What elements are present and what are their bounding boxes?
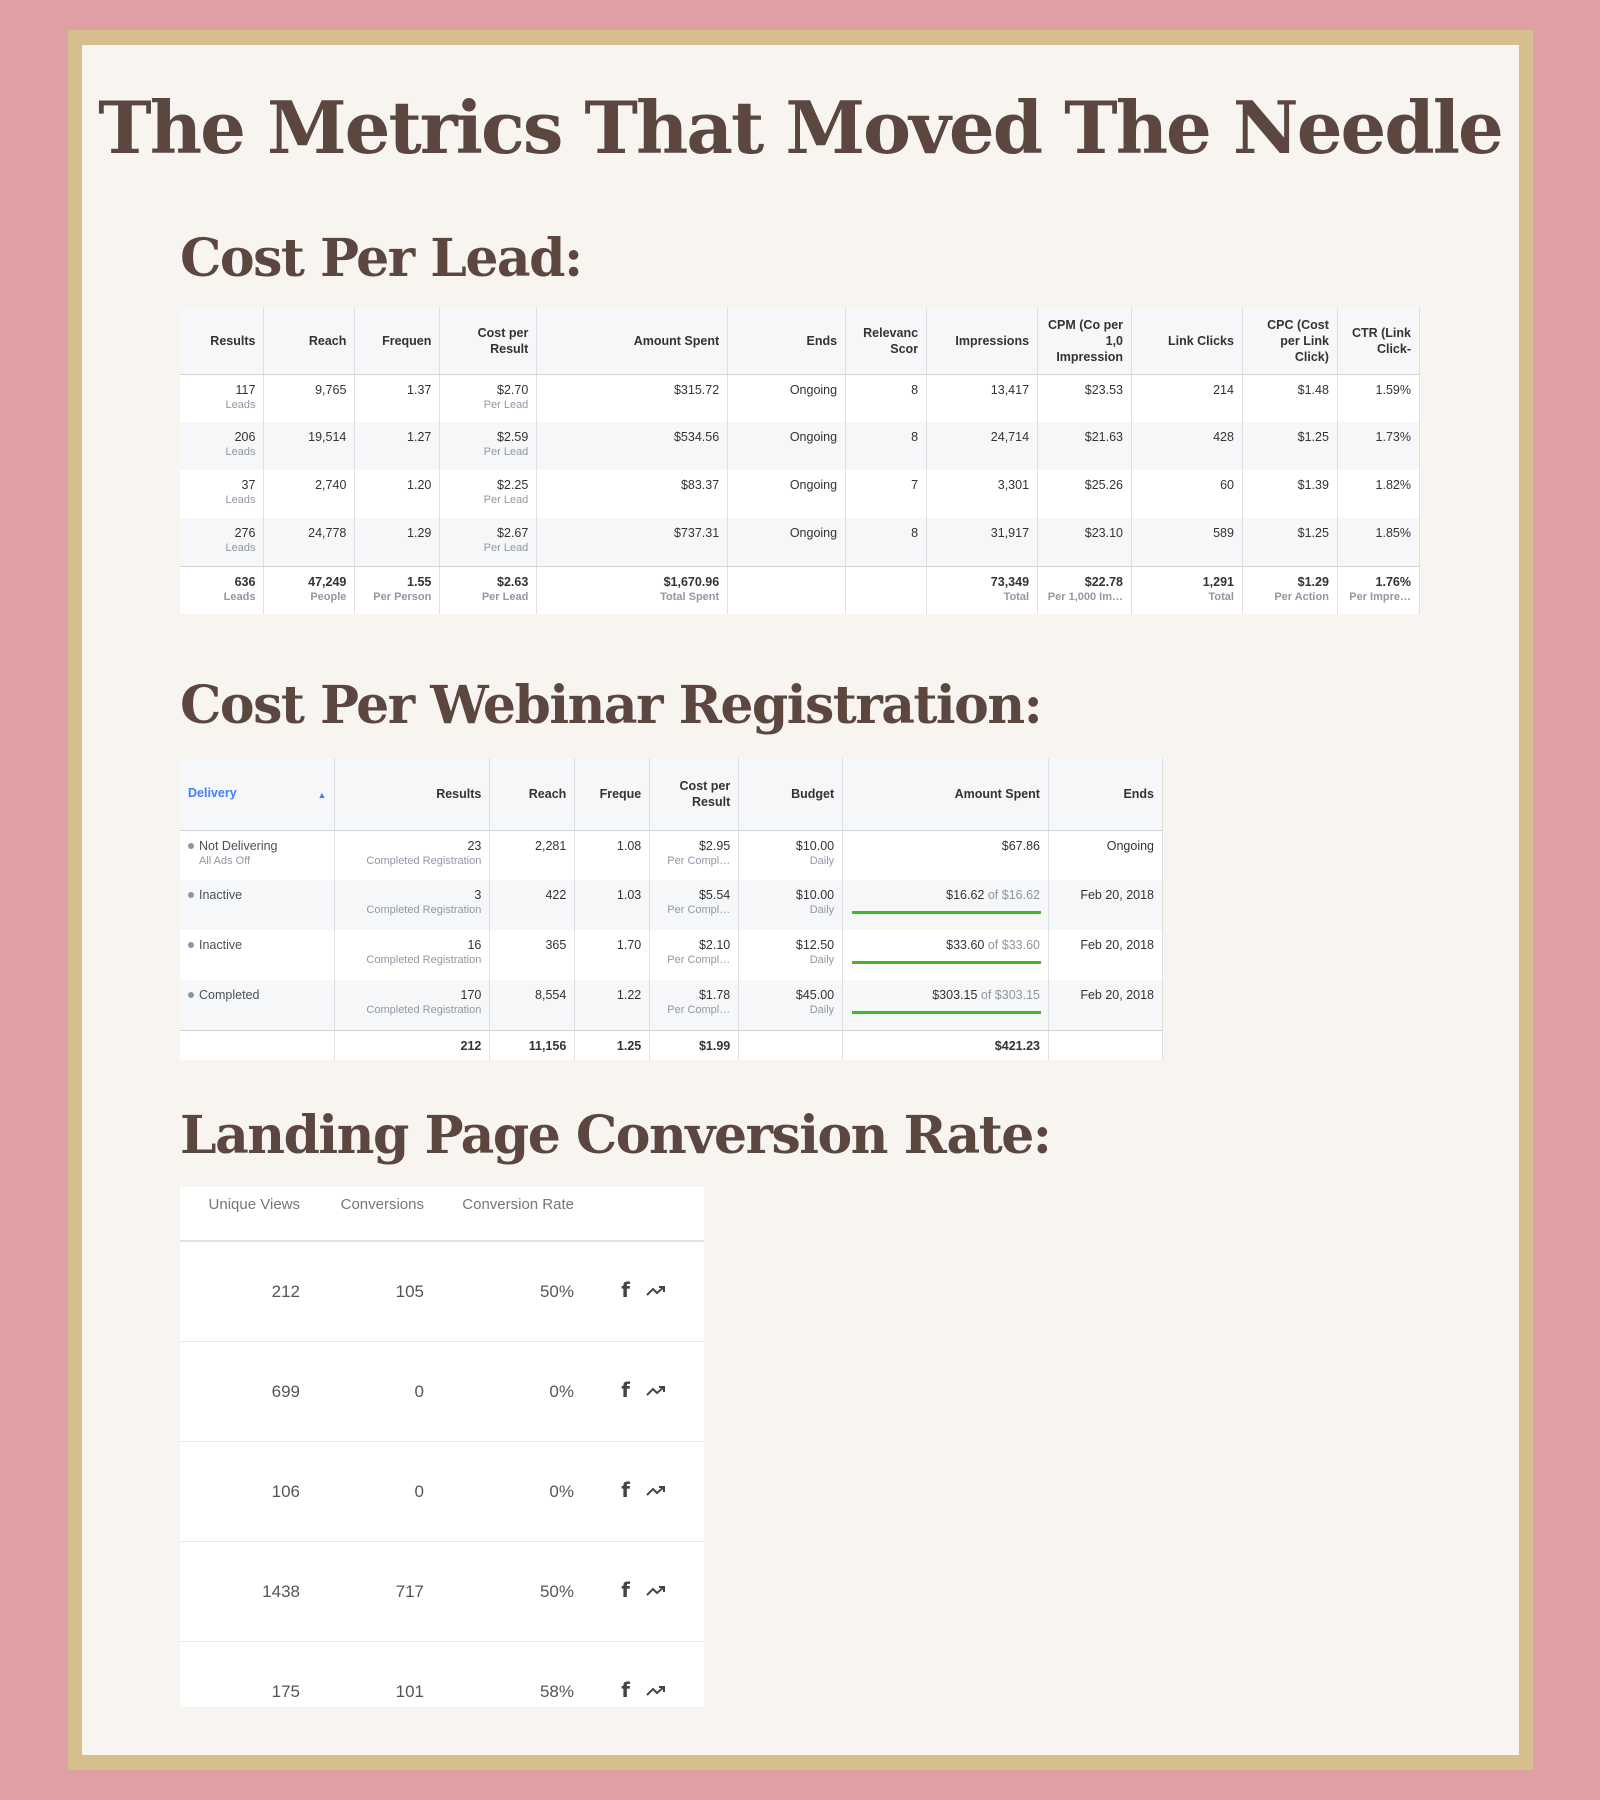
column-header[interactable]: Amount Spent [843, 758, 1049, 830]
spend-progress-bar [852, 911, 1041, 914]
budget-unit: Daily [809, 954, 835, 966]
column-header[interactable]: CTR (Link Click- [1337, 308, 1419, 374]
cost-per-result-unit: Per Lead [483, 542, 529, 554]
column-header[interactable]: Ends [728, 308, 846, 374]
cost-per-result-value: $5.54 [698, 888, 731, 902]
ends-value: Ongoing [789, 478, 838, 492]
ends-value: Ongoing [789, 430, 838, 444]
landing-page-heading: Landing Page Conversion Rate: [180, 1105, 1051, 1166]
status-dot-icon [188, 992, 194, 998]
delivery-status: Inactive [199, 938, 243, 952]
results-unit: Completed Registration [366, 904, 482, 916]
amount-spent-value: $737.31 [673, 526, 720, 540]
column-header[interactable]: Impressions [927, 308, 1038, 374]
amount-spent-value: $16.62 [946, 888, 985, 902]
table-header-row [180, 758, 1163, 830]
ends-value: Ongoing [789, 382, 838, 397]
cost-per-result-unit: Per Lead [483, 446, 529, 458]
cpm-value: $25.26 [1084, 478, 1124, 492]
total-impressions-unit: Total [1003, 590, 1030, 603]
unique-views-value: 175 [271, 1682, 300, 1701]
cost-per-lead-heading: Cost Per Lead: [180, 228, 582, 289]
table-row[interactable] [180, 1341, 704, 1441]
results-value: 206 [234, 430, 256, 444]
amount-spent-of-budget: of $33.60 [984, 938, 1040, 952]
reach-value: 24,778 [308, 526, 347, 540]
total-cpc-unit: Per Action [1274, 590, 1329, 603]
impressions-value: 24,714 [990, 430, 1030, 444]
ends-value: Ongoing [1106, 838, 1154, 853]
conversion-rate-value: 50% [539, 1281, 574, 1301]
amount-spent-value: $33.60 [946, 938, 985, 952]
ctr-value: 1.82% [1375, 478, 1411, 492]
delivery-status: Completed [199, 988, 260, 1002]
conversions-value: 0 [414, 1381, 424, 1401]
cost-per-result-value: $2.59 [497, 430, 529, 444]
facebook-icon[interactable]: f [621, 1478, 630, 1502]
table-total-row [180, 566, 1420, 614]
total-reach: 11,156 [490, 1030, 575, 1060]
impressions-value: 3,301 [997, 478, 1030, 492]
frequency-value: 1.20 [407, 478, 432, 492]
total-link-clicks: 1,291 [1202, 574, 1234, 589]
total-reach: 47,249 [308, 574, 347, 589]
total-cpc: $1.29 [1297, 574, 1329, 589]
ends-value: Feb 20, 2018 [1080, 888, 1154, 902]
frequency-value: 1.70 [616, 938, 642, 952]
results-unit: Leads [225, 446, 256, 458]
landing-page-table [180, 1187, 704, 1707]
trend-icon[interactable] [646, 1485, 666, 1497]
cost-per-webinar-heading: Cost Per Webinar Registration: [180, 675, 1042, 736]
total-cost-per-result-unit: Per Lead [481, 590, 529, 603]
budget-value: $45.00 [795, 988, 835, 1002]
cost-per-result-unit: Per Compl… [667, 904, 731, 916]
results-unit: Completed Registration [366, 1004, 482, 1016]
cost-per-result-unit: Per Compl… [667, 1004, 731, 1016]
total-frequency-unit: Per Person [373, 590, 432, 603]
column-header[interactable]: Cost per Result [650, 758, 739, 830]
impressions-value: 13,417 [990, 382, 1030, 397]
total-amount-spent: $421.23 [843, 1030, 1049, 1060]
table-row[interactable] [180, 1641, 704, 1707]
amount-spent-of-budget: of $303.15 [977, 988, 1040, 1002]
relevance-score-value: 8 [911, 430, 919, 444]
reach-value: 2,281 [535, 838, 567, 853]
cost-per-result-unit: Per Compl… [667, 854, 731, 867]
ends-value: Ongoing [789, 526, 838, 540]
frequency-value: 1.37 [407, 382, 432, 397]
total-reach-unit: People [310, 590, 347, 603]
table-row[interactable] [180, 374, 1420, 422]
column-header[interactable]: Conversions [340, 1196, 424, 1213]
conversions-value: 105 [395, 1281, 424, 1301]
results-value: 23 [467, 838, 482, 853]
unique-views-value: 212 [271, 1281, 300, 1301]
results-unit: Leads [225, 542, 256, 554]
table-row[interactable] [180, 1441, 704, 1541]
cost-per-result-value: $2.70 [497, 382, 529, 397]
trend-icon[interactable] [646, 1685, 666, 1697]
frequency-value: 1.08 [616, 838, 642, 853]
column-header[interactable]: Reach [264, 308, 355, 374]
cpm-value: $23.53 [1084, 382, 1124, 397]
total-results: 636 [234, 574, 256, 589]
table-row[interactable] [180, 980, 1163, 1030]
results-value: 117 [235, 382, 256, 397]
amount-spent-value: $67.86 [1001, 838, 1040, 853]
conversion-rate-value: 0% [549, 1481, 574, 1501]
budget-value: $10.00 [795, 838, 835, 853]
table-row[interactable] [180, 880, 1163, 930]
total-cpm: $22.78 [1084, 574, 1124, 589]
ctr-value: 1.73% [1375, 430, 1411, 444]
budget-value: $10.00 [795, 888, 835, 902]
cost-per-result-unit: Per Lead [483, 398, 529, 411]
unique-views-value: 106 [271, 1481, 300, 1501]
total-cpm-unit: Per 1,000 Im… [1047, 590, 1124, 603]
page-title: The Metrics That Moved The Needle [98, 85, 1502, 170]
table-row[interactable] [180, 930, 1163, 980]
spend-progress-bar [852, 961, 1041, 964]
relevance-score-value: 8 [911, 526, 919, 540]
ctr-value: 1.85% [1375, 526, 1411, 540]
conversions-value: 0 [414, 1481, 424, 1501]
column-header-delivery[interactable] [180, 758, 335, 830]
cpc-value: $1.25 [1297, 526, 1329, 540]
table-total-row [180, 1030, 1163, 1060]
total-frequency: 1.25 [575, 1030, 650, 1060]
conversions-value: 717 [395, 1581, 424, 1601]
total-link-clicks-unit: Total [1208, 590, 1234, 603]
sort-ascending-icon[interactable]: ▲ [317, 789, 327, 800]
table-row[interactable] [180, 470, 1420, 518]
cost-per-result-value: $2.67 [497, 526, 529, 540]
conversion-rate-value: 58% [539, 1682, 574, 1701]
column-header[interactable]: CPM (Co per 1,0 Impression [1038, 308, 1132, 374]
cpc-value: $1.48 [1297, 382, 1329, 397]
column-header[interactable]: Unique Views [208, 1196, 300, 1213]
reach-value: 19,514 [308, 430, 347, 444]
results-value: 276 [234, 526, 256, 540]
column-header[interactable]: Budget [739, 758, 843, 830]
ends-value: Feb 20, 2018 [1080, 938, 1154, 952]
conversion-rate-value: 0% [549, 1381, 574, 1401]
total-impressions: 73,349 [990, 574, 1030, 589]
results-value: 170 [460, 988, 482, 1002]
table-row[interactable] [180, 1541, 704, 1641]
column-header-label: Delivery [188, 785, 237, 800]
facebook-icon[interactable]: f [621, 1578, 630, 1602]
cost-per-result-value: $2.25 [497, 478, 529, 492]
amount-spent-value: $83.37 [680, 478, 720, 492]
column-header[interactable]: Link Clicks [1132, 308, 1243, 374]
reach-value: 422 [545, 888, 567, 902]
total-amount-spent: $1,670.96 [663, 574, 720, 589]
frequency-value: 1.27 [407, 430, 432, 444]
link-clicks-value: 60 [1220, 478, 1234, 492]
total-amount-spent-unit: Total Spent [660, 590, 720, 603]
cost-per-result-unit: Per Lead [483, 494, 529, 506]
total-cost-per-result: $1.99 [650, 1030, 739, 1060]
status-dot-icon [188, 942, 194, 948]
cpc-value: $1.25 [1297, 430, 1329, 444]
table-row[interactable] [180, 518, 1420, 566]
frequency-value: 1.03 [616, 888, 642, 902]
frequency-value: 1.22 [616, 988, 642, 1002]
budget-value: $12.50 [795, 938, 835, 952]
cost-per-result-unit: Per Compl… [667, 954, 731, 966]
trend-icon[interactable] [646, 1585, 666, 1597]
status-dot-icon [188, 843, 194, 849]
table-row[interactable] [180, 422, 1420, 470]
status-dot-icon [188, 892, 194, 898]
total-ctr: 1.76% [1375, 574, 1411, 589]
column-header[interactable]: Conversion Rate [462, 1196, 574, 1213]
budget-unit: Daily [809, 854, 835, 867]
column-header[interactable]: Freque [575, 758, 650, 830]
total-cost-per-result: $2.63 [497, 574, 529, 589]
relevance-score-value: 7 [911, 478, 919, 492]
facebook-icon[interactable]: f [621, 1378, 630, 1402]
reach-value: 2,740 [315, 478, 347, 492]
table-header-row [180, 1187, 704, 1241]
amount-spent-of-budget: of $16.62 [984, 888, 1040, 902]
results-value: 3 [474, 888, 482, 902]
trend-icon[interactable] [646, 1285, 666, 1297]
column-header[interactable]: Cost per Result [440, 308, 537, 374]
cost-per-lead-table [180, 308, 1420, 614]
column-header[interactable]: Results [335, 758, 490, 830]
cpc-value: $1.39 [1297, 478, 1329, 492]
table-header-row [180, 308, 1420, 374]
unique-views-value: 1438 [262, 1581, 300, 1601]
link-clicks-value: 428 [1213, 430, 1234, 444]
amount-spent-value: $315.72 [673, 382, 720, 397]
column-header[interactable]: Frequen [355, 308, 440, 374]
cpm-value: $21.63 [1084, 430, 1124, 444]
results-unit: Completed Registration [366, 854, 482, 867]
cost-per-result-value: $2.95 [698, 838, 731, 853]
results-unit: Leads [225, 398, 256, 411]
amount-spent-value: $534.56 [673, 430, 720, 444]
column-header[interactable]: Results [180, 308, 264, 374]
delivery-status: Inactive [199, 888, 243, 902]
delivery-substatus: All Ads Off [199, 854, 251, 867]
column-header[interactable]: Amount Spent [537, 308, 728, 374]
results-unit: Completed Registration [366, 954, 482, 966]
column-header[interactable]: Ends [1048, 758, 1162, 830]
table-row[interactable] [180, 830, 1163, 880]
total-results-unit: Leads [223, 590, 256, 603]
column-header[interactable]: CPC (Cost per Link Click) [1242, 308, 1337, 374]
impressions-value: 31,917 [990, 526, 1030, 540]
total-frequency: 1.55 [407, 574, 432, 589]
facebook-icon[interactable]: f [621, 1678, 630, 1702]
cost-per-result-value: $1.78 [698, 988, 731, 1002]
reach-value: 8,554 [535, 988, 567, 1002]
frequency-value: 1.29 [407, 526, 432, 540]
results-value: 16 [467, 938, 482, 952]
total-ctr-unit: Per Impre… [1349, 590, 1411, 603]
column-header[interactable]: Relevanc Scor [846, 308, 927, 374]
spend-progress-bar [852, 1011, 1041, 1014]
unique-views-value: 699 [271, 1381, 300, 1401]
ends-value: Feb 20, 2018 [1080, 988, 1154, 1002]
column-header[interactable]: Reach [490, 758, 575, 830]
cpm-value: $23.10 [1084, 526, 1124, 540]
reach-value: 365 [545, 938, 567, 952]
cost-per-result-value: $2.10 [698, 938, 731, 952]
delivery-status: Not Delivering [199, 838, 278, 853]
link-clicks-value: 589 [1213, 526, 1234, 540]
budget-unit: Daily [809, 1004, 835, 1016]
conversion-rate-value: 50% [539, 1581, 574, 1601]
budget-unit: Daily [809, 904, 835, 916]
total-results: 212 [335, 1030, 490, 1060]
link-clicks-value: 214 [1213, 382, 1234, 397]
facebook-icon[interactable]: f [621, 1278, 630, 1303]
relevance-score-value: 8 [911, 382, 919, 397]
cost-per-webinar-table [180, 758, 1163, 1060]
results-value: 37 [241, 478, 256, 492]
results-unit: Leads [225, 494, 256, 506]
amount-spent-value: $303.15 [932, 988, 978, 1002]
table-row[interactable] [180, 1241, 704, 1341]
ctr-value: 1.59% [1375, 382, 1411, 397]
conversions-value: 101 [395, 1682, 424, 1701]
reach-value: 9,765 [315, 382, 347, 397]
trend-icon[interactable] [646, 1385, 666, 1397]
